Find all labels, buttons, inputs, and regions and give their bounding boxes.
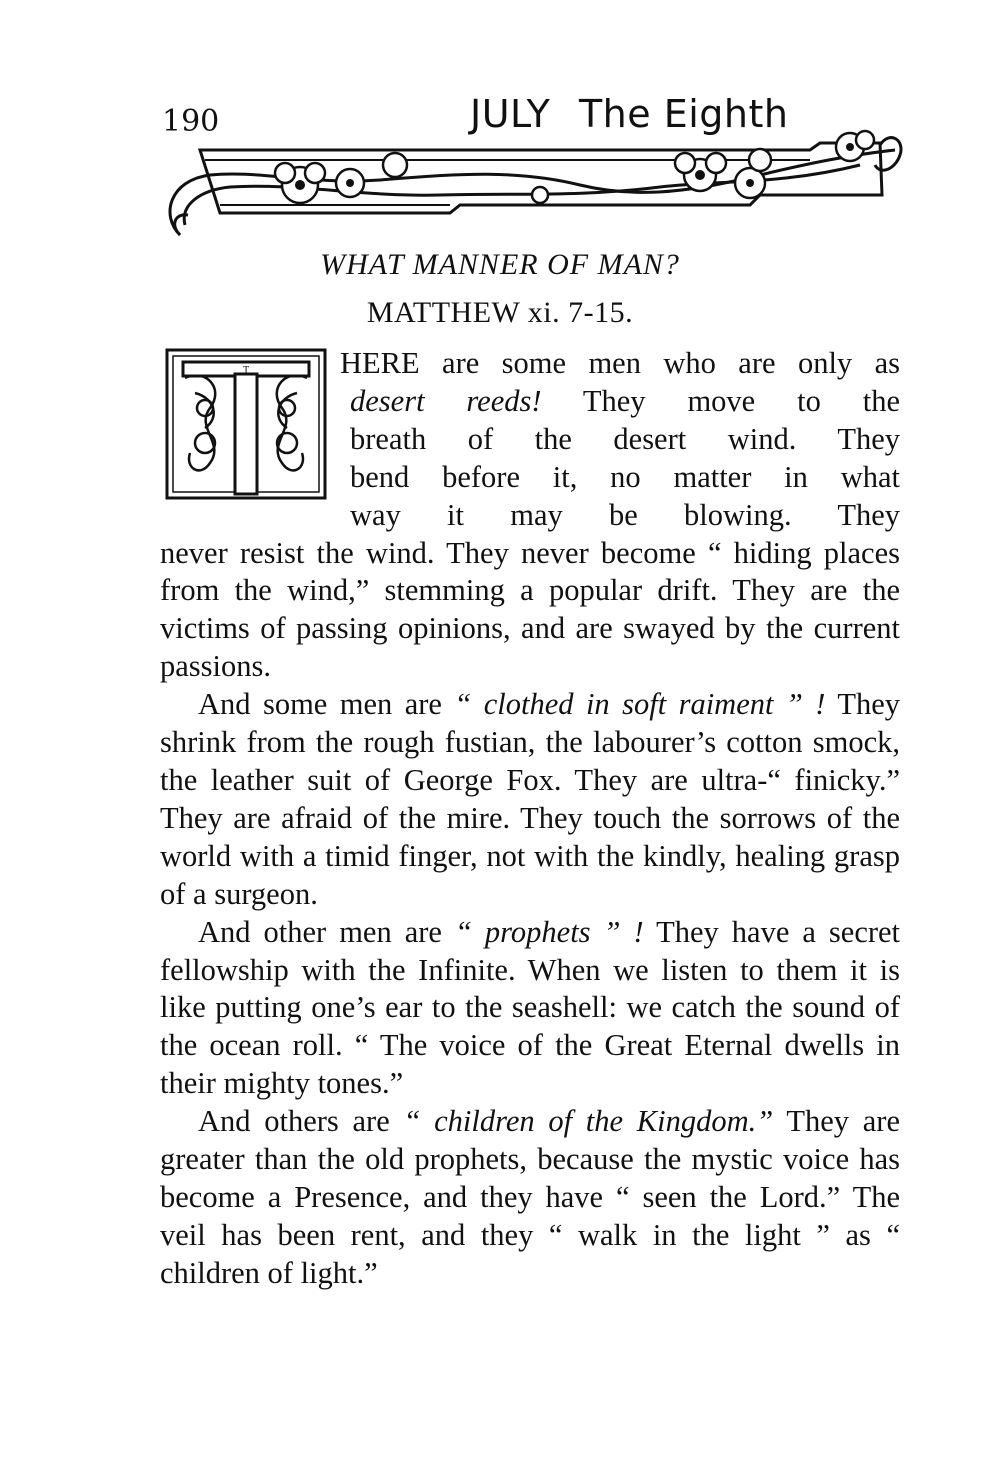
running-head-day: Eighth [663,92,789,136]
text-fragment: They shrink from the rough fustian, the labourer’s cotton smock, the leather suit of George Fox. They are ultra-“ finicky.” They are afraid of the mire. They touch the sorrows of the world with a timid finger, not with the kindly, healing grasp of a surgeon. [160,687,900,911]
text-fragment: And others are [198,1104,404,1139]
text-fragment: never resist the wind. They never become “ hiding places from the wind,” stemming a popular drift. They are the victims of passing opinions, and are swayed by the current passions. [160,535,900,684]
dropcap-letter: T [242,365,250,376]
italic-phrase: desert reeds! [350,383,542,418]
text-line: bend before it, no matter in what [350,459,900,494]
text-fragment: And other men are [198,914,455,949]
text-fragment: They have a secret fellowship with the Infinite. When we listen to them it is like putting one’s ear to the seashell: we catch the sound of the ocean roll. “ The voice of the Great Eternal dwells in their mighty tones.” [160,914,901,1101]
running-head-the: The [578,92,652,136]
running-head-month: JULY [470,92,551,136]
italic-phrase: “ children of the Kingdom.” [403,1104,774,1139]
italic-phrase: “ prophets ” ! [454,914,644,949]
italic-phrase: “ clothed in soft raiment ” ! [454,687,826,722]
body-text [160,345,900,1293]
paragraph-1 [160,345,900,686]
page-number: 190 [162,104,220,139]
text-fragment: And some men are [198,687,455,722]
text-line [350,383,900,421]
text-line: way it may be blowing. They [350,497,900,532]
paragraph-4 [160,1103,900,1293]
text-fragment: They move to the [582,383,900,418]
chapter-title: WHAT MANNER OF MAN? [320,248,680,281]
text-fragment: They are greater than the old prophets, because the mystic voice has become a Presence, and they have “ seen the Lord.” The veil has been rent, and they “ walk in the light ” as “ children of light.” [160,1104,901,1290]
floral-ornament-banner [160,125,910,245]
scripture-reference: MATTHEW xi. 7-15. [366,296,634,329]
paragraph-2 [160,686,900,913]
paragraph-3 [160,914,900,1104]
text-line: HERE are some men who are only as [340,346,900,380]
text-line: breath of the desert wind. They [350,421,900,456]
